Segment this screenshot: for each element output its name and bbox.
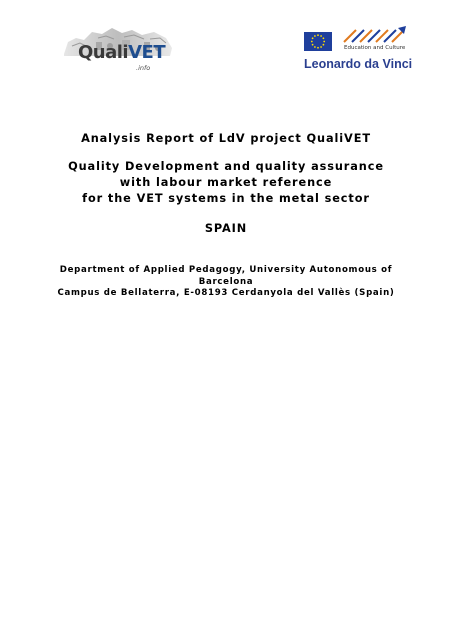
title-block	[0, 131, 452, 237]
institution-address: Campus de Bellaterra, E-08193 Cerdanyola del Vallès (Spain)	[57, 288, 395, 298]
subtitle-line-1: Quality Development and quality assurance	[68, 160, 384, 173]
report-title: Analysis Report of LdV project QualiVET	[81, 132, 371, 145]
institution-block	[0, 265, 452, 300]
subtitle-line-2: with labour market reference	[119, 176, 333, 189]
qualivet-subtext: .info	[136, 64, 151, 72]
arrows-icon	[340, 24, 412, 44]
institution-line-2: Barcelona	[198, 276, 254, 287]
leonardo-da-vinci-logo	[300, 24, 412, 74]
qualivet-logo	[62, 24, 174, 74]
education-and-culture-label: Education and Culture	[344, 45, 406, 51]
qualivet-wordmark: QualiVET	[78, 42, 166, 63]
subtitle-line-3: for the VET systems in the metal sector	[82, 192, 370, 205]
country-heading: SPAIN	[204, 222, 248, 235]
eu-flag-icon	[304, 32, 332, 51]
institution-line-1: Department of Applied Pedagogy, University Autonomous of	[59, 265, 393, 275]
leonardo-da-vinci-label: Leonardo da Vinci	[304, 57, 413, 71]
